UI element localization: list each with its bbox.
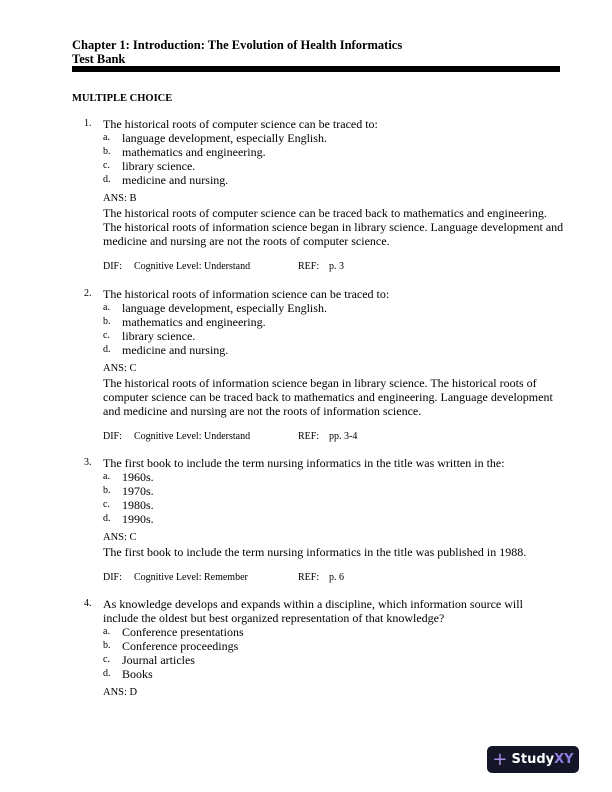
option-text: 1960s. (122, 470, 154, 484)
question-stem: The historical roots of information science can be traced to: (103, 287, 390, 301)
answer-option (103, 653, 524, 667)
option-text: 1970s. (122, 484, 154, 498)
option-text: language development, especially English. (122, 301, 327, 315)
metadata-row: DIF: Cognitive Level: Understand REF: p. 3 (103, 261, 344, 272)
option-letter: a. (103, 302, 110, 313)
option-text: language development, especially English. (122, 131, 327, 145)
option-text: 1980s. (122, 498, 154, 512)
answer-option (103, 667, 524, 681)
question-number: 2. (84, 288, 92, 299)
option-text: library science. (122, 159, 196, 173)
option-letter: c. (103, 160, 110, 171)
rationale: The historical roots of information science began in library science. The historical roots of computer science can be traced back to mathematics and engineering. Language development and medicine and nursing are not the roots of information science. (103, 376, 553, 418)
rationale: The first book to include the term nursing informatics in the title was published in 1988. (103, 545, 527, 559)
option-letter: b. (103, 485, 111, 496)
option-text: Conference proceedings (122, 639, 239, 653)
studyxy-logo[interactable]: + Study XY (487, 746, 579, 773)
answer-key: ANS: B (103, 193, 137, 204)
option-letter: d. (103, 513, 111, 524)
answer-option (103, 470, 564, 484)
question-stem: The first book to include the term nursing informatics in the title was written in the: (103, 456, 505, 470)
option-text: mathematics and engineering. (122, 315, 266, 329)
option-letter: d. (103, 344, 111, 355)
metadata-row: DIF: Cognitive Level: Remember REF: p. 6 (103, 572, 344, 583)
option-letter: c. (103, 330, 110, 341)
option-letter: a. (103, 132, 110, 143)
option-letter: a. (103, 626, 110, 637)
question-stem: The historical roots of computer science can be traced to: (103, 117, 378, 131)
answer-option (103, 301, 564, 315)
document-subtitle: Test Bank (72, 52, 126, 66)
option-text: medicine and nursing. (122, 173, 229, 187)
option-text: mathematics and engineering. (122, 145, 266, 159)
option-text: Conference presentations (122, 625, 244, 639)
answer-option (103, 512, 564, 526)
option-text: Journal articles (122, 653, 195, 667)
option-letter: d. (103, 668, 111, 679)
question-4 (84, 597, 524, 700)
option-text: medicine and nursing. (122, 343, 229, 357)
answer-key: ANS: C (103, 532, 137, 543)
answer-option (103, 639, 524, 653)
answer-option (103, 625, 524, 639)
option-letter: c. (103, 654, 110, 665)
answer-key: ANS: C (103, 363, 137, 374)
answer-key: ANS: D (103, 687, 138, 698)
header-divider (72, 66, 560, 72)
answer-option (103, 343, 564, 357)
answer-option (103, 131, 564, 145)
option-letter: c. (103, 499, 110, 510)
option-text: 1990s. (122, 512, 154, 526)
option-letter: d. (103, 174, 111, 185)
answer-option (103, 173, 564, 187)
chapter-title: Chapter 1: Introduction: The Evolution of Health Informatics (72, 38, 403, 52)
question-number: 4. (84, 598, 92, 609)
plus-icon: + (492, 749, 508, 770)
answer-option (103, 145, 564, 159)
option-text: library science. (122, 329, 196, 343)
question-number: 3. (84, 457, 92, 468)
question-2 (84, 287, 564, 444)
rationale: The historical roots of computer science can be traced back to mathematics and engineering. The historical roots of information science began in library science. Language development and medicine and nursing are not the roots of computer science. (103, 206, 564, 248)
option-letter: b. (103, 146, 111, 157)
option-letter: b. (103, 640, 111, 651)
section-heading: MULTIPLE CHOICE (72, 93, 173, 104)
answer-option (103, 484, 564, 498)
option-letter: a. (103, 471, 110, 482)
answer-option (103, 159, 564, 173)
answer-option (103, 315, 564, 329)
question-1 (84, 117, 564, 274)
answer-option (103, 498, 564, 512)
question-number: 1. (84, 118, 92, 129)
option-text: Books (122, 667, 153, 681)
metadata-row: DIF: Cognitive Level: Understand REF: pp. 3-4 (103, 431, 358, 442)
question-stem: As knowledge develops and expands within a discipline, which information source will include the oldest but best organized representation of that knowledge? (103, 597, 523, 625)
option-letter: b. (103, 316, 111, 327)
answer-option (103, 329, 564, 343)
question-3 (84, 456, 564, 585)
